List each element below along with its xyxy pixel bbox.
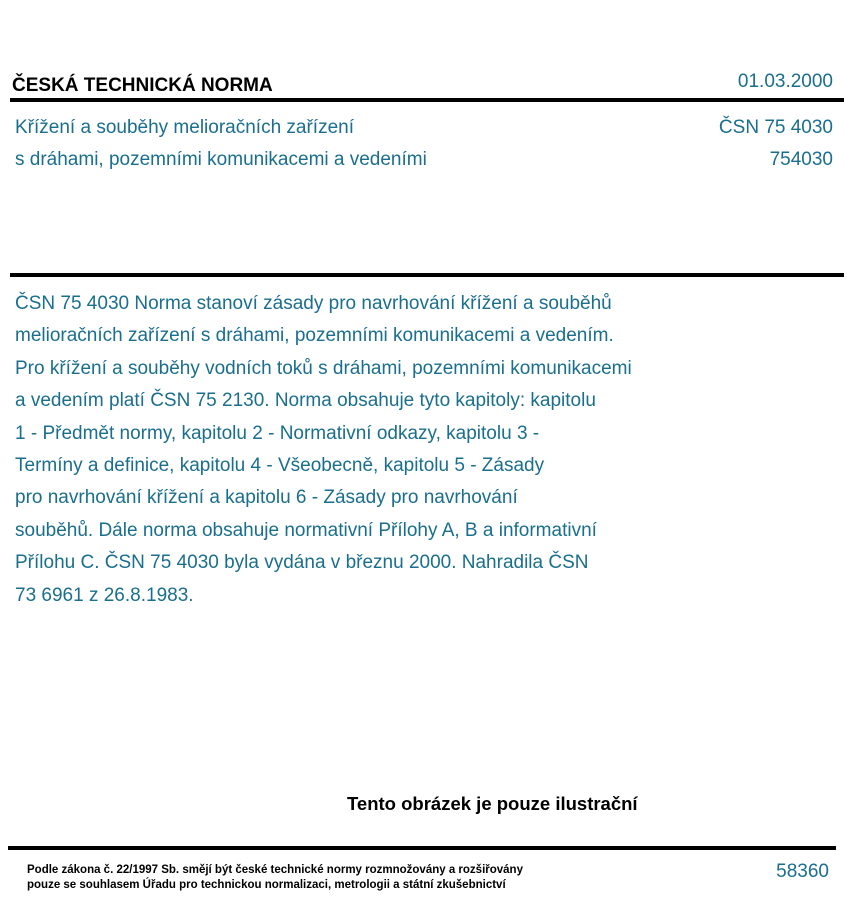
footer-document-number: 58360: [776, 861, 829, 882]
header-divider: [10, 98, 844, 102]
standard-code: ČSN 75 4030: [718, 117, 833, 138]
standard-description: ČSN 75 4030 Norma stanoví zásady pro navrhování křížení a souběhů melioračních zařízení s dráhami, pozemními komunikacemi a vedením. Pro křížení a souběhy vodních toků s dráhami, pozemními komunikacemi a vedením platí ČSN 75 2130. Norma obsahuje tyto kapitoly: kapitolu 1 - Předmět normy, kapitolu 2 - Normativní odkazy, kapitolu 3 - Termíny a definice, kapitolu 4 - Všeobecně, kapitolu 5 - Zásady pro navrhování křížení a kapitolu 6 - Zásady pro navrhování souběhů. Dále norma obsahuje normativní Přílohy A, B a informativní Přílohu C. ČSN 75 4030 byla vydána v březnu 2000. Nahradila ČSN 73 6961 z 26.8.1983.: [15, 293, 632, 606]
section-divider: [10, 273, 844, 277]
illustration-notice: Tento obrázek je pouze ilustrační: [347, 793, 638, 814]
standard-classification-number: 754030: [769, 149, 833, 170]
document-date: 01.03.2000: [737, 71, 833, 92]
standard-title-line-1: Křížení a souběhy melioračních zařízení: [15, 117, 355, 138]
standard-title-line-2: s dráhami, pozemními komunikacemi a vedeními: [15, 149, 427, 170]
footer-divider: [8, 846, 836, 850]
document-header-title: ČESKÁ TECHNICKÁ NORMA: [12, 75, 273, 96]
footer-legal-text: Podle zákona č. 22/1997 Sb. smějí být české technické normy rozmnožovány a rozšiřovány pouze se souhlasem Úřadu pro technickou normalizaci, metrologii a státní zkušebnictví: [27, 864, 523, 891]
